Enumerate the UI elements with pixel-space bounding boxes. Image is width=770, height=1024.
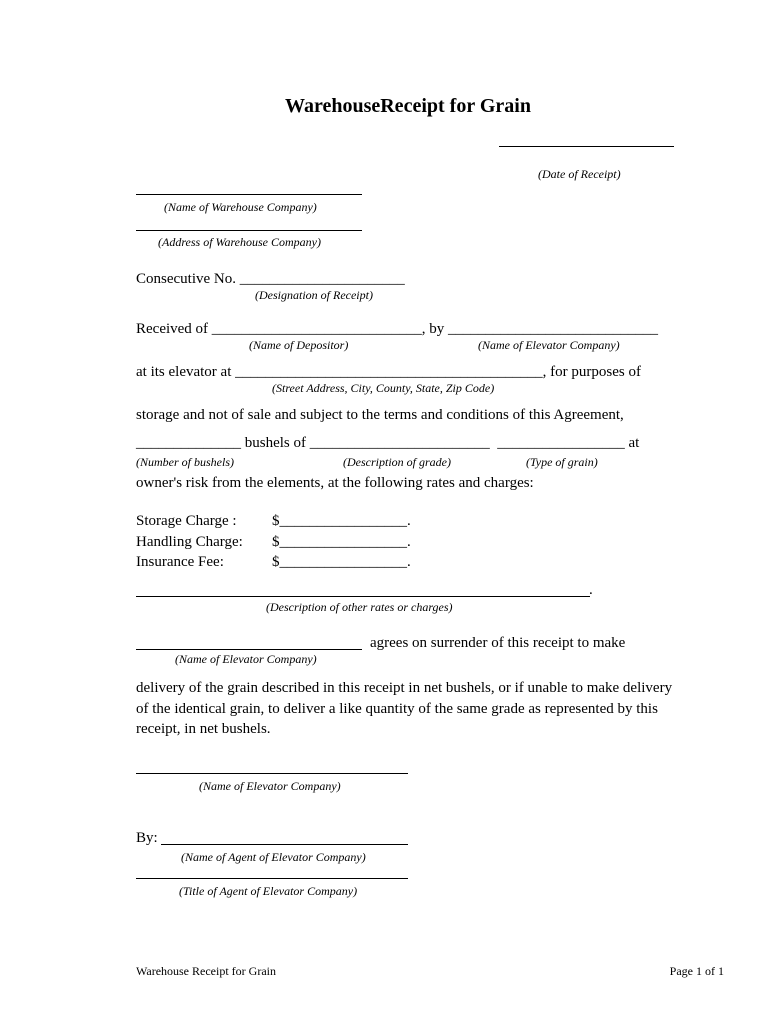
received-of-line[interactable]: Received of ____________________________, by ____________________________ [136,321,659,337]
agent-name-caption: (Name of Agent of Elevator Company) [181,850,366,864]
warehouse-name-caption: (Name of Warehouse Company) [164,200,317,214]
storage-terms-text: storage and not of sale and subject to the terms and conditions of this Agreement, [136,407,624,423]
signature-company-line[interactable] [136,773,408,774]
warehouse-address-caption: (Address of Warehouse Company) [158,235,321,249]
storage-charge-field[interactable]: $_________________. [272,513,411,529]
agent-title-line[interactable] [136,878,408,879]
footer-page-number: Page 1 of 1 [669,964,724,978]
agrees-on-surrender-text: agrees on surrender of this receipt to make [370,635,626,651]
grade-caption: (Description of grade) [343,455,451,469]
by-label: By: [136,830,158,846]
grain-type-caption: (Type of grain) [526,455,598,469]
designation-caption: (Designation of Receipt) [255,288,373,302]
other-rates-caption: (Description of other rates or charges) [266,600,453,614]
other-rates-line[interactable] [136,596,590,597]
signature-company-caption: (Name of Elevator Company) [199,779,341,793]
insurance-fee-field[interactable]: $_________________. [272,554,411,570]
bushels-caption: (Number of bushels) [136,455,234,469]
elevator-address-line[interactable]: at its elevator at _________________________________________, for purposes of [136,364,641,380]
storage-charge-label: Storage Charge : [136,513,237,529]
document-title: WarehouseReceipt for Grain [285,95,531,117]
delivery-paragraph: delivery of the grain described in this receipt in net bushels, or if unable to make delivery of the identical grain, to deliver a like quantity of the same grade as represented by this receipt, in net bushels. [136,680,673,737]
footer-document-name: Warehouse Receipt for Grain [136,964,276,978]
date-line[interactable] [499,146,674,147]
insurance-fee-label: Insurance Fee: [136,554,224,570]
other-rates-period: . [589,582,593,598]
depositor-caption: (Name of Depositor) [249,338,349,352]
surrender-company-caption: (Name of Elevator Company) [175,652,317,666]
agent-name-line[interactable] [161,844,408,845]
warehouse-name-line[interactable] [136,194,362,195]
handling-charge-label: Handling Charge: [136,534,243,550]
warehouse-address-line[interactable] [136,230,362,231]
handling-charge-field[interactable]: $_________________. [272,534,411,550]
elevator-company-caption: (Name of Elevator Company) [478,338,620,352]
address-caption: (Street Address, City, County, State, Zip Code) [272,381,495,395]
owners-risk-text: owner's risk from the elements, at the following rates and charges: [136,475,534,491]
consecutive-number-field[interactable]: Consecutive No. ______________________ [136,271,405,287]
agent-title-caption: (Title of Agent of Elevator Company) [179,884,358,898]
date-caption: (Date of Receipt) [538,167,621,181]
surrender-company-line[interactable] [136,649,362,650]
bushels-line[interactable]: ______________ bushels of ________________________ _________________ at [136,435,640,451]
